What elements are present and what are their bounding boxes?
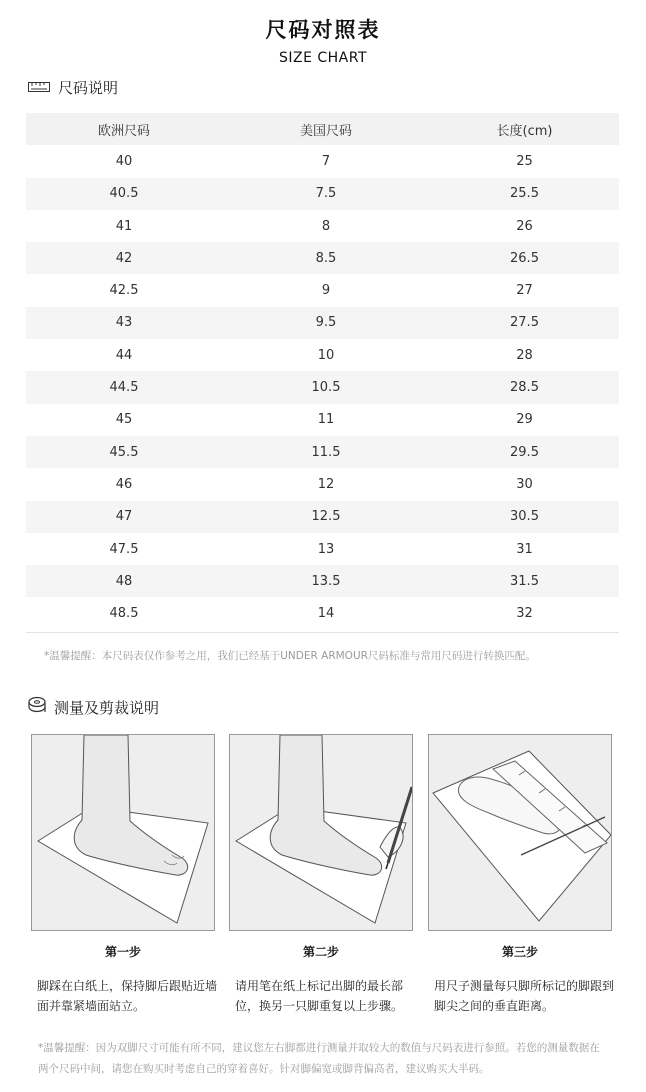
column-header-eu: 欧洲尺码	[26, 113, 222, 145]
us-size-cell: 9.5	[222, 307, 430, 339]
length-cell: 31.5	[430, 565, 619, 597]
length-cell: 31	[516, 541, 533, 557]
measure-note: *温馨提醒：因为双脚尺寸可能有所不同，建议您左右脚都进行测量并取较大的数值与尺码表进行参照。若您的测量数据在两个尺码中间，请您在购买时考虑自己的穿着喜好。针对脚偏宽或脚背偏高者，建议购买大半码。	[38, 1042, 600, 1075]
us-size-cell: 14	[317, 606, 335, 622]
eu-size-cell: 47	[26, 501, 222, 533]
length-cell: 30.5	[430, 501, 619, 533]
eu-size-cell: 48	[26, 565, 222, 597]
eu-size-cell: 40	[115, 153, 133, 169]
table-row	[26, 501, 619, 533]
page-subtitle: SIZE CHART	[278, 50, 368, 66]
step-2-illustration	[229, 734, 413, 931]
step-2-description: 请用笔在纸上标记出脚的最长部位，换另一只脚重复以上步骤。	[235, 979, 404, 1013]
us-size-cell: 7.5	[222, 178, 430, 210]
column-header-us: 美国尺码	[222, 113, 430, 145]
length-cell: 29.5	[430, 436, 619, 468]
step-2-title: 第二步	[302, 945, 339, 959]
eu-size-cell: 47.5	[109, 541, 139, 557]
table-row	[26, 339, 619, 371]
table-row	[26, 565, 619, 597]
ruler-icon	[28, 78, 50, 97]
eu-size-cell: 42	[26, 242, 222, 274]
eu-size-cell: 45.5	[26, 436, 222, 468]
table-row	[26, 371, 619, 403]
step-3-title: 第三步	[501, 945, 538, 959]
us-size-cell: 10	[317, 347, 335, 363]
us-size-cell: 11.5	[222, 436, 430, 468]
table-bottom-divider	[26, 632, 619, 633]
eu-size-cell: 48.5	[109, 606, 139, 622]
length-cell: 25	[516, 153, 533, 169]
us-size-cell: 11	[317, 412, 335, 428]
length-cell: 25.5	[430, 178, 619, 210]
eu-size-cell: 44	[115, 347, 133, 363]
table-row	[26, 533, 619, 565]
eu-size-cell: 46	[115, 476, 133, 492]
length-cell: 28	[516, 347, 533, 363]
us-size-cell: 9	[321, 283, 331, 299]
us-size-cell: 13	[317, 541, 335, 557]
eu-size-cell: 40.5	[26, 178, 222, 210]
eu-size-cell: 41	[115, 218, 133, 234]
column-header-length: 长度(cm)	[430, 113, 619, 145]
size-table-header	[26, 113, 619, 145]
length-cell: 30	[516, 476, 533, 492]
eu-size-cell: 42.5	[109, 283, 139, 299]
size-note: *温馨提醒：本尺码表仅作参考之用，我们已经基于UNDER ARMOUR尺码标准与常用尺码进行转换匹配。	[44, 650, 536, 662]
measure-section-heading	[28, 697, 159, 717]
us-size-cell: 8.5	[222, 242, 430, 274]
size-section-heading	[28, 77, 118, 97]
us-size-cell: 10.5	[222, 371, 430, 403]
step-1-illustration	[31, 734, 215, 931]
eu-size-cell: 43	[26, 307, 222, 339]
length-cell: 28.5	[430, 371, 619, 403]
step-3-illustration	[428, 734, 612, 931]
us-size-cell: 7	[321, 153, 331, 169]
page-title: 尺码对照表	[265, 18, 381, 42]
table-row	[26, 145, 619, 177]
eu-size-cell: 45	[115, 412, 133, 428]
step-1-title: 第一步	[104, 945, 141, 959]
tape-measure-icon	[28, 696, 46, 718]
table-row	[26, 274, 619, 306]
size-section-label: 尺码说明	[58, 78, 119, 97]
length-cell: 29	[516, 412, 533, 428]
table-row	[26, 307, 619, 339]
step-1-description: 脚踩在白纸上，保持脚后跟贴近墙面并靠紧墙面站立。	[37, 979, 218, 1013]
table-row	[26, 597, 619, 629]
length-cell: 32	[516, 606, 533, 622]
length-cell: 27	[516, 283, 533, 299]
table-row	[26, 178, 619, 210]
us-size-cell: 12	[317, 476, 335, 492]
size-table	[26, 113, 619, 630]
length-cell: 26.5	[430, 242, 619, 274]
measure-section-label: 测量及剪裁说明	[54, 698, 160, 717]
us-size-cell: 12.5	[222, 501, 430, 533]
table-row	[26, 404, 619, 436]
length-cell: 27.5	[430, 307, 619, 339]
table-row	[26, 242, 619, 274]
table-row	[26, 210, 619, 242]
step-3-description: 用尺子测量每只脚所标记的脚跟到脚尖之间的垂直距离。	[434, 979, 615, 1013]
us-size-cell: 13.5	[222, 565, 430, 597]
eu-size-cell: 44.5	[26, 371, 222, 403]
table-row	[26, 468, 619, 500]
us-size-cell: 8	[321, 218, 331, 234]
table-row	[26, 436, 619, 468]
length-cell: 26	[516, 218, 533, 234]
